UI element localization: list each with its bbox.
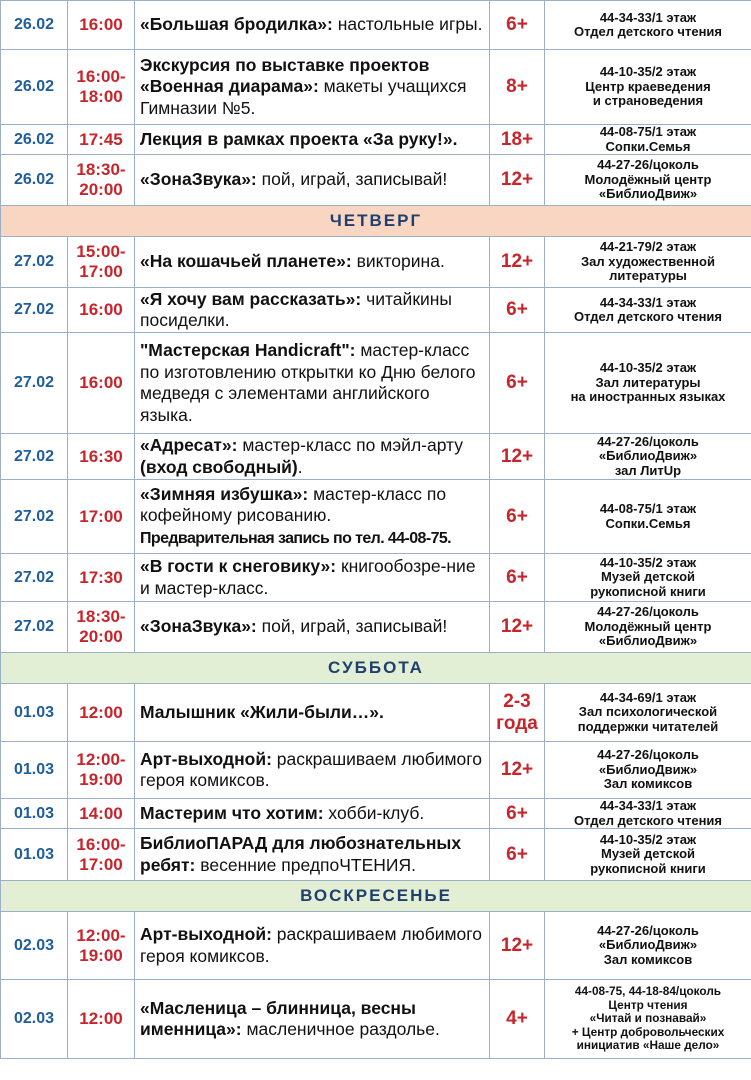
location-line: Отдел детского чтения bbox=[573, 309, 723, 324]
location-line: 44-34-69/1 этаж bbox=[599, 689, 697, 705]
event-row bbox=[1, 980, 751, 1059]
event-details: мастер-класс по изготовлению открытки ко Дню белого медведя с элементами английского языка. bbox=[140, 340, 476, 425]
event-location bbox=[545, 602, 751, 653]
event-time: 14:00 bbox=[68, 799, 135, 829]
day-header-saturday bbox=[1, 653, 751, 684]
event-description bbox=[135, 333, 490, 434]
event-row bbox=[1, 799, 751, 829]
event-date: 01.03 bbox=[1, 684, 68, 742]
day-label: СУББОТА bbox=[1, 653, 751, 684]
event-details: раскрашиваем любимого героя комиксов. bbox=[140, 924, 483, 966]
event-description bbox=[135, 237, 490, 288]
event-row bbox=[1, 602, 751, 653]
age-rating: 2-3 года bbox=[490, 684, 545, 742]
event-row bbox=[1, 684, 751, 742]
event-row bbox=[1, 912, 751, 980]
event-date: 01.03 bbox=[1, 799, 68, 829]
day-header-thursday bbox=[1, 206, 751, 237]
event-time: 16:00 bbox=[68, 1, 135, 50]
event-time: 12:00-19:00 bbox=[68, 912, 135, 980]
location-line: и страноведения bbox=[592, 93, 704, 109]
location-line: «БиблиоДвиж» bbox=[598, 761, 698, 777]
event-description bbox=[135, 742, 490, 799]
location-line: на иностранных языках bbox=[570, 389, 726, 405]
age-rating: 6+ bbox=[490, 829, 545, 881]
event-details: викторина. bbox=[351, 251, 445, 272]
event-title: «Масленица – блинница, весны именница»: bbox=[140, 997, 416, 1039]
event-details: хобби-клуб. bbox=[323, 802, 425, 823]
event-title: Лекция в рамках проекта «За руку!». bbox=[140, 128, 458, 149]
event-details: пой, играй, записывай! bbox=[256, 169, 448, 190]
event-row bbox=[1, 742, 751, 799]
location-line: Зал комиксов bbox=[603, 951, 693, 967]
day-label: ВОСКРЕСЕНЬЕ bbox=[1, 881, 751, 912]
event-title: «Я хочу вам рассказать»: bbox=[140, 288, 362, 309]
location-line: 44-34-33/1 этаж bbox=[599, 294, 697, 310]
event-location bbox=[545, 980, 751, 1059]
event-time: 12:00-19:00 bbox=[68, 742, 135, 799]
event-details: масленичное раздолье. bbox=[241, 1019, 440, 1039]
age-rating: 12+ bbox=[490, 155, 545, 206]
location-line: Музей детской bbox=[600, 846, 695, 862]
event-note-bold: (вход свободный) bbox=[140, 456, 298, 477]
event-description bbox=[135, 434, 490, 480]
event-row bbox=[1, 554, 751, 602]
event-description bbox=[135, 912, 490, 980]
event-row bbox=[1, 237, 751, 288]
day-label: ЧЕТВЕРГ bbox=[1, 206, 751, 237]
event-date: 26.02 bbox=[1, 50, 68, 125]
event-location bbox=[545, 829, 751, 881]
location-line: «БиблиоДвиж» bbox=[598, 186, 698, 202]
location-line: поддержки читателей bbox=[577, 718, 719, 734]
location-line: 44-10-35/2 этаж bbox=[599, 554, 697, 570]
event-date: 27.02 bbox=[1, 602, 68, 653]
event-row bbox=[1, 1, 751, 50]
location-line: Музей детской bbox=[600, 569, 695, 585]
age-rating: 6+ bbox=[490, 799, 545, 829]
event-row bbox=[1, 333, 751, 434]
event-time: 15:00-17:00 bbox=[68, 237, 135, 288]
event-description bbox=[135, 602, 490, 653]
event-title: «В гости к снеговику»: bbox=[140, 556, 337, 576]
location-line: 44-10-35/2 этаж bbox=[599, 831, 697, 847]
location-line: 44-34-33/1 этаж bbox=[599, 9, 697, 25]
event-date: 02.03 bbox=[1, 912, 68, 980]
event-details: весенние предпоЧТЕНИЯ. bbox=[195, 854, 416, 875]
event-location bbox=[545, 237, 751, 288]
age-rating: 6+ bbox=[490, 1, 545, 50]
location-line: 44-27-26/цоколь bbox=[597, 433, 699, 449]
age-rating: 12+ bbox=[490, 237, 545, 288]
event-row bbox=[1, 288, 751, 333]
event-description bbox=[135, 980, 490, 1059]
event-details: книгообозре-ние и мастер-класс. bbox=[140, 556, 476, 598]
event-description bbox=[135, 155, 490, 206]
event-details: раскрашиваем любимого героя комиксов. bbox=[140, 748, 483, 790]
age-rating: 18+ bbox=[490, 125, 545, 155]
location-line: «Читай и познавай» bbox=[589, 1011, 707, 1026]
location-line: 44-27-26/цоколь bbox=[597, 747, 699, 763]
event-title: «Зимняя избушка»: bbox=[140, 483, 309, 504]
event-location bbox=[545, 155, 751, 206]
location-line: Центр чтения bbox=[608, 997, 688, 1012]
event-date: 27.02 bbox=[1, 333, 68, 434]
event-date: 27.02 bbox=[1, 288, 68, 333]
event-description bbox=[135, 829, 490, 881]
location-line: Молодёжный центр bbox=[584, 618, 712, 634]
event-row bbox=[1, 434, 751, 480]
location-line: рукописной книги bbox=[590, 860, 706, 876]
event-description bbox=[135, 288, 490, 333]
event-description bbox=[135, 554, 490, 602]
location-line: 44-27-26/цоколь bbox=[597, 604, 699, 620]
location-line: Зал художественной bbox=[581, 253, 715, 269]
event-title: Малышник «Жили-были…». bbox=[140, 701, 384, 722]
age-rating: 6+ bbox=[490, 288, 545, 333]
event-punct: . bbox=[297, 456, 303, 477]
location-line: зал ЛитUp bbox=[614, 462, 682, 478]
event-date: 26.02 bbox=[1, 155, 68, 206]
location-line: 44-08-75/1 этаж bbox=[599, 124, 697, 139]
event-time: 17:45 bbox=[68, 125, 135, 155]
event-time: 16:00-18:00 bbox=[68, 50, 135, 125]
location-line: 44-10-35/2 этаж bbox=[599, 360, 697, 376]
event-description bbox=[135, 684, 490, 742]
event-date: 26.02 bbox=[1, 125, 68, 155]
event-details: настольные игры. bbox=[332, 14, 483, 35]
event-description bbox=[135, 50, 490, 125]
location-line: 44-34-33/1 этаж bbox=[599, 798, 697, 813]
event-details: читайкины посиделки. bbox=[140, 288, 452, 330]
day-header-sunday bbox=[1, 881, 751, 912]
event-title: Арт-выходной: bbox=[140, 748, 272, 769]
event-date: 01.03 bbox=[1, 742, 68, 799]
event-location bbox=[545, 912, 751, 980]
age-rating: 8+ bbox=[490, 50, 545, 125]
event-title: "Мастерская Handicraft": bbox=[140, 340, 356, 360]
event-title: «Большая бродилка»: bbox=[140, 14, 333, 35]
event-location bbox=[545, 799, 751, 829]
event-time: 12:00 bbox=[68, 980, 135, 1059]
location-line: «БиблиоДвиж» bbox=[598, 937, 698, 953]
event-time: 12:00 bbox=[68, 684, 135, 742]
event-row bbox=[1, 125, 751, 155]
location-line: Отдел детского чтения bbox=[573, 24, 723, 39]
event-location bbox=[545, 125, 751, 155]
event-location bbox=[545, 684, 751, 742]
event-row bbox=[1, 50, 751, 125]
event-date: 27.02 bbox=[1, 237, 68, 288]
location-line: Зал комиксов bbox=[603, 776, 693, 792]
event-time: 17:00 bbox=[68, 480, 135, 554]
event-date: 27.02 bbox=[1, 480, 68, 554]
event-time: 17:30 bbox=[68, 554, 135, 602]
location-line: Молодёжный центр bbox=[584, 171, 712, 187]
location-line: рукописной книги bbox=[590, 583, 706, 599]
event-title: «ЗонаЗвука»: bbox=[140, 616, 257, 637]
event-details: мастер-класс по мэйл-арту bbox=[237, 435, 464, 455]
event-location bbox=[545, 480, 751, 554]
location-line: «БиблиоДвиж» bbox=[598, 633, 698, 649]
age-rating: 6+ bbox=[490, 333, 545, 434]
event-location bbox=[545, 333, 751, 434]
event-time: 16:00 bbox=[68, 288, 135, 333]
event-details: пой, играй, записывай! bbox=[256, 616, 448, 637]
event-time: 16:00-17:00 bbox=[68, 829, 135, 881]
event-date: 01.03 bbox=[1, 829, 68, 881]
event-date: 27.02 bbox=[1, 434, 68, 480]
event-location bbox=[545, 434, 751, 480]
location-line: литературы bbox=[609, 268, 687, 284]
event-title: Арт-выходной: bbox=[140, 924, 272, 944]
event-details: мастер-класс по кофейному рисованию. bbox=[140, 483, 447, 526]
event-row bbox=[1, 480, 751, 554]
event-location bbox=[545, 554, 751, 602]
location-line: Центр краеведения bbox=[585, 78, 711, 94]
event-description bbox=[135, 480, 490, 554]
event-row bbox=[1, 155, 751, 206]
age-rating: 6+ bbox=[490, 480, 545, 554]
event-location bbox=[545, 50, 751, 125]
location-line: Зал психологической bbox=[578, 704, 718, 720]
location-line: 44-21-79/2 этаж bbox=[599, 239, 697, 255]
event-location bbox=[545, 1, 751, 50]
event-time: 16:00 bbox=[68, 333, 135, 434]
event-title: Мастерим что хотим: bbox=[140, 802, 324, 823]
location-line: инициатив «Наше дело» bbox=[576, 1038, 720, 1053]
location-line: 44-08-75, 44-18-84/цоколь bbox=[574, 984, 722, 999]
event-description bbox=[135, 125, 490, 155]
event-title: «На кошачьей планете»: bbox=[140, 251, 352, 272]
event-row bbox=[1, 829, 751, 881]
event-time: 16:30 bbox=[68, 434, 135, 480]
event-registration-note: Предварительная запись по тел. 44-08-75. bbox=[140, 529, 452, 547]
event-time: 18:30-20:00 bbox=[68, 602, 135, 653]
event-time: 18:30-20:00 bbox=[68, 155, 135, 206]
event-location bbox=[545, 288, 751, 333]
event-title: «ЗонаЗвука»: bbox=[140, 169, 257, 190]
location-line: 44-08-75/1 этаж bbox=[599, 501, 697, 516]
event-description bbox=[135, 1, 490, 50]
age-rating: 4+ bbox=[490, 980, 545, 1059]
event-title: Экскурсия по выставке проектов «Военная диарама»: bbox=[140, 54, 430, 97]
event-location bbox=[545, 742, 751, 799]
age-rating: 12+ bbox=[490, 434, 545, 480]
event-details: макеты учащихся Гимназии №5. bbox=[140, 76, 467, 118]
event-date: 26.02 bbox=[1, 1, 68, 50]
age-rating: 6+ bbox=[490, 554, 545, 602]
event-title: «Адресат»: bbox=[140, 435, 238, 455]
age-rating: 12+ bbox=[490, 912, 545, 980]
location-line: 44-10-35/2 этаж bbox=[599, 64, 697, 80]
location-line: 44-27-26/цоколь bbox=[597, 922, 699, 938]
location-line: Отдел детского чтения bbox=[573, 812, 723, 828]
event-date: 02.03 bbox=[1, 980, 68, 1059]
location-line: Сопки.Семья bbox=[605, 138, 691, 154]
location-line: 44-27-26/цоколь bbox=[597, 157, 699, 173]
location-line: Сопки.Семья bbox=[605, 515, 691, 531]
location-line: «БиблиоДвиж» bbox=[598, 448, 698, 464]
age-rating: 12+ bbox=[490, 602, 545, 653]
age-rating: 12+ bbox=[490, 742, 545, 799]
location-line: Зал литературы bbox=[595, 374, 701, 390]
location-line: + Центр добровольческих bbox=[571, 1024, 725, 1039]
event-description bbox=[135, 799, 490, 829]
event-date: 27.02 bbox=[1, 554, 68, 602]
event-title: БиблиоПАРАД для любознательных ребят: bbox=[140, 833, 462, 875]
